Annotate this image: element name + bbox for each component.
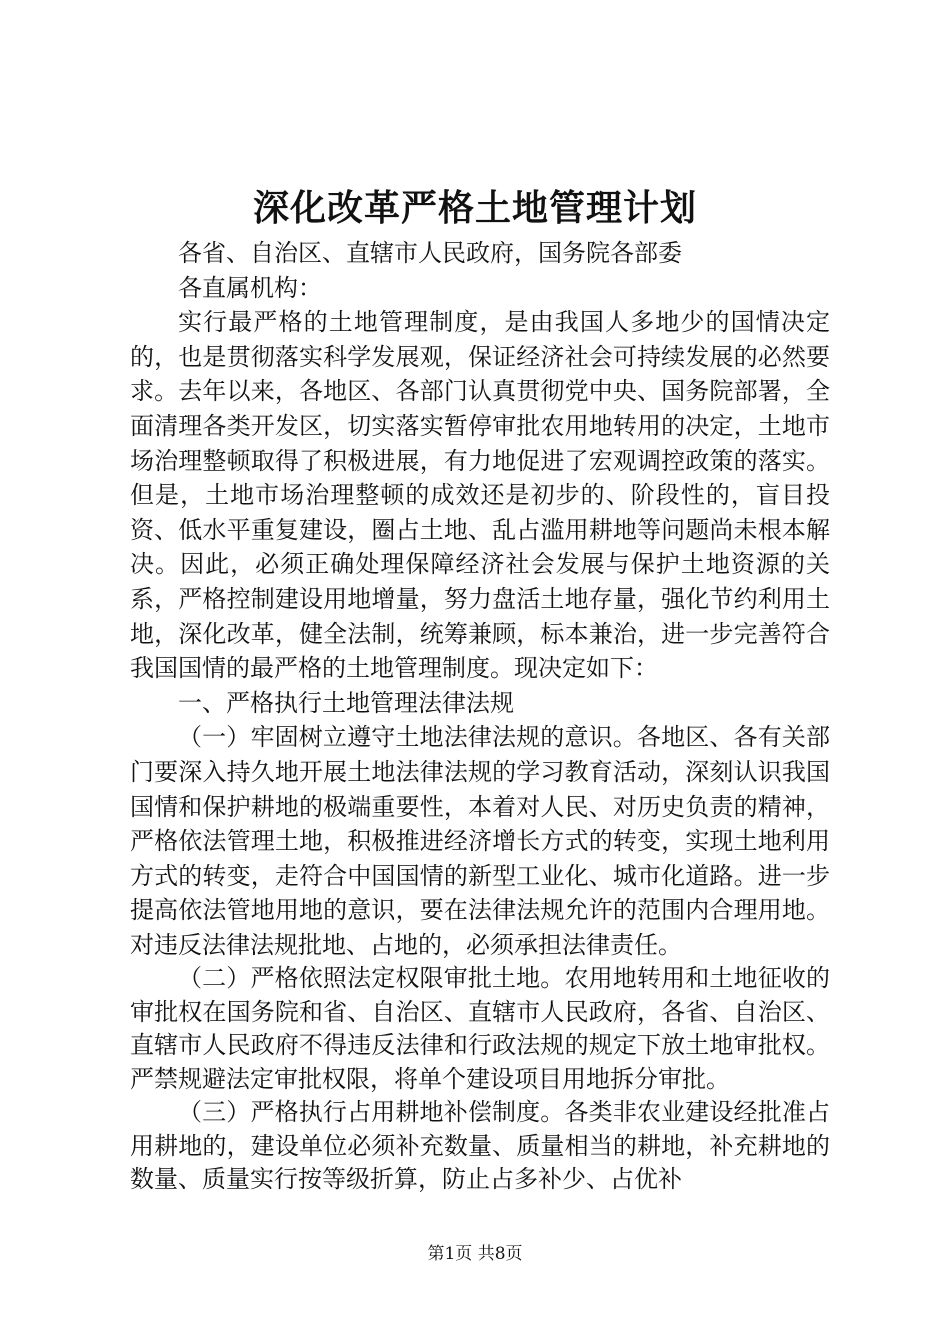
document-body [130,236,830,1197]
page-footer: 第1页 共8页 [427,1244,523,1264]
paragraph-item-3: （三）严格执行占用耕地补偿制度。各类非农业建设经批准占用耕地的，建设单位必须补充数量、质量相当的耕地，补充耕地的数量、质量实行按等级折算，防止占多补少、占优补 [130,1098,830,1194]
paragraph-addressee-2: 各直属机构： [178,273,322,302]
paragraph-intro: 实行最严格的土地管理制度，是由我国人多地少的国情决定的，也是贯彻落实科学发展观，保证经济社会可持续发展的必然要求。去年以来，各地区、各部门认真贯彻党中央、国务院部署，全面清理各类开发区，切实落实暂停审批农用地转用的决定，土地市场治理整顿取得了积极进展，有力地促进了宏观调控政策的落实。但是，土地市场治理整顿的成效还是初步的、阶段性的，盲目投资、低水平重复建设，圈占土地、乱占滥用耕地等问题尚未根本解决。因此，必须正确处理保障经济社会发展与保护土地资源的关系，严格控制建设用地增量，努力盘活土地存量，强化节约利用土地，深化改革，健全法制，统筹兼顾，标本兼治，进一步完善符合我国国情的最严格的土地管理制度。现决定如下： [130,308,830,683]
document-title: 深化改革严格土地管理计划 [252,187,697,229]
section-heading-1: 一、严格执行土地管理法律法规 [178,688,514,717]
paragraph-item-2: （二）严格依照法定权限审批土地。农用地转用和土地征收的审批权在国务院和省、自治区、直辖市人民政府，各省、自治区、直辖市人民政府不得违反法律和行政法规的规定下放土地审批权。严禁规避法定审批权限，将单个建设项目用地拆分审批。 [130,964,830,1093]
paragraph-item-1: （一）牢固树立遵守土地法律法规的意识。各地区、各有关部门要深入持久地开展土地法律法规的学习教育活动，深刻认识我国国情和保护耕地的极端重要性，本着对人民、对历史负责的精神，严格依法管理土地，积极推进经济增长方式的转变，实现土地利用方式的转变，走符合中国国情的新型工业化、城市化道路。进一步提高依法管地用地的意识，要在法律法规允许的范围内合理用地。对违反法律法规批地、占地的，必须承担法律责任。 [130,723,830,959]
paragraph-addressee-1: 各省、自治区、直辖市人民政府，国务院各部委 [178,239,682,267]
